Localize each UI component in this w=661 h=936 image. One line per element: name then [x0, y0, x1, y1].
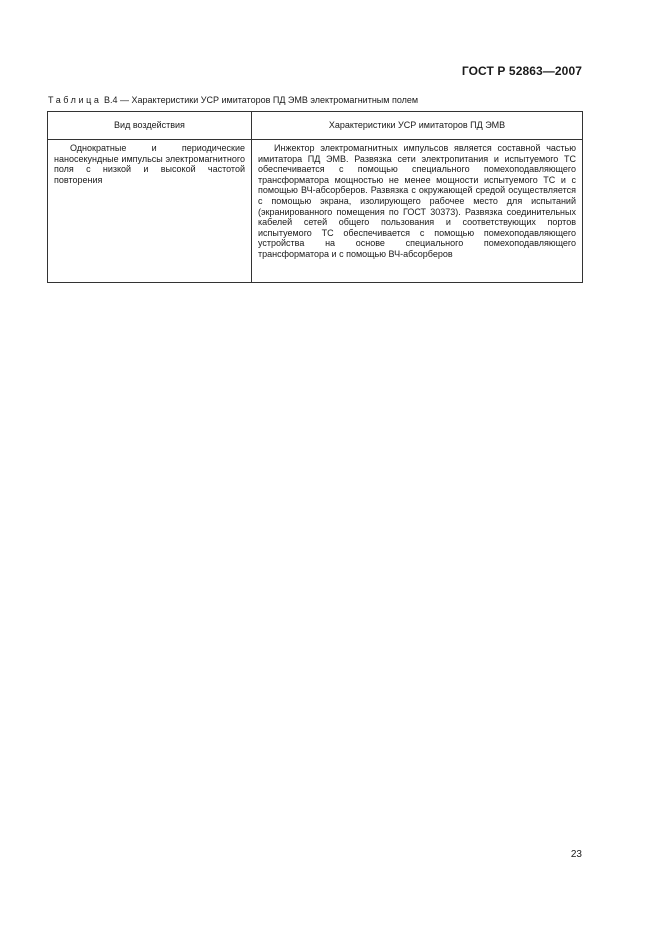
table-caption-text: В.4 — Характеристики УСР имитаторов ПД ЭМВ электромагнитным полем: [104, 95, 419, 105]
table-row: [48, 140, 583, 283]
page-number: 23: [570, 849, 582, 860]
table-caption: [48, 95, 418, 105]
table-caption-prefix: Таблица: [48, 95, 102, 105]
column-header-impact: Вид воздействия: [48, 112, 252, 140]
characteristics-table-wrapper: [47, 111, 582, 283]
cell-impact: Однократные и периодические наносекундные импульсы электромагнитного поля с низкой и высокой частотой повторения: [48, 140, 252, 283]
cell-characteristics: Инжектор электромагнитных импульсов является составной частью имитатора ПД ЭМВ. Развязка сети электропитания и испытуемого ТС обеспечивается с помощью специального помехоподавляющего трансформатора мощностью не менее мощности испытуемого ТС и с помощью ВЧ-абсорберов. Развязка с окружающей средой осуществляется с помощью экрана, изолирующего рабочее место для испытаний (экранированного помещения по ГОСТ 30373). Развязка соединительных кабелей сетей общего пользования и соответствующих портов испытуемого ТС обеспечивается с помощью помехоподавляющего устройства на основе специального помехоподавляющего трансформатора и с помощью ВЧ-абсорберов: [252, 140, 583, 283]
table-header-row: [48, 112, 583, 140]
document-code: ГОСТ Р 52863—2007: [461, 64, 582, 78]
characteristics-table: [47, 111, 583, 283]
column-header-characteristics: Характеристики УСР имитаторов ПД ЭМВ: [252, 112, 583, 140]
